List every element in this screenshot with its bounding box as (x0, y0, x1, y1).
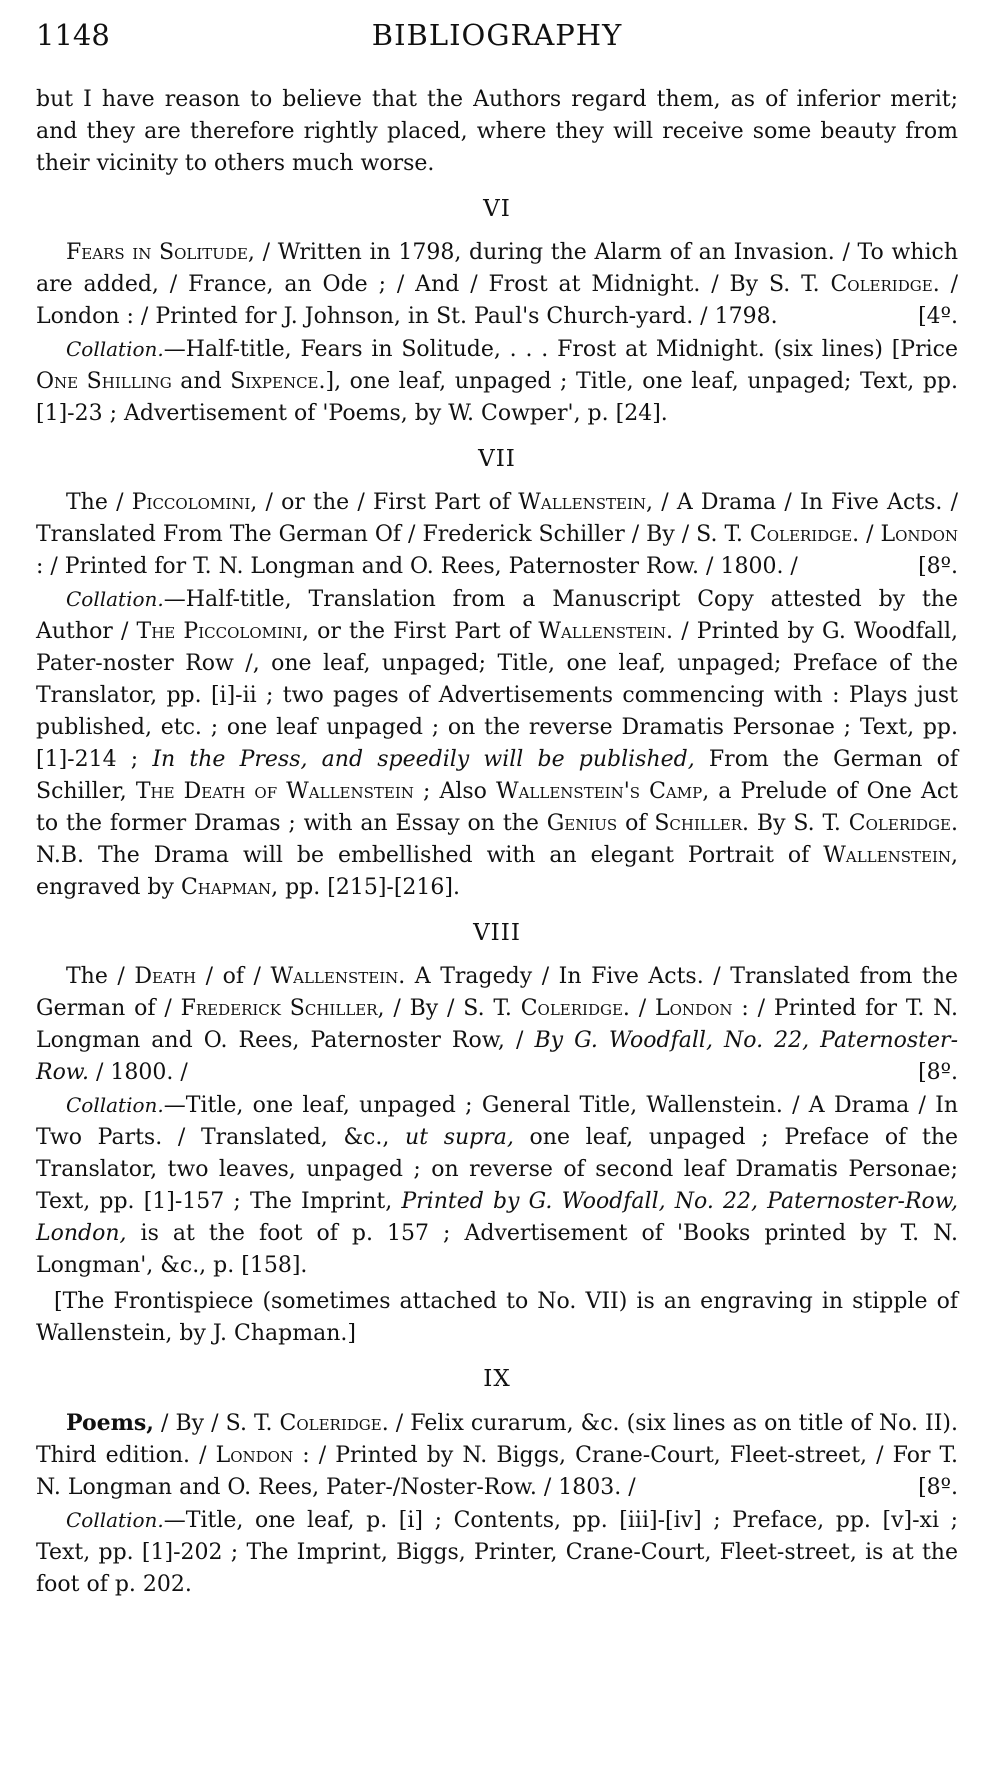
collation-part: In the Press, and speedily will be published, (152, 747, 695, 772)
entry-viii-title-part: The / (66, 964, 135, 989)
entry-ix-title-part: / By / S. T. (153, 1411, 280, 1436)
entry-ix-title-part: : / Printed by N. Biggs, Crane-Court, Fleet-street, / For T. N. Longman and O. Rees, Pater-/Noster-Row. / 1803. / (36, 1443, 958, 1500)
collation-part: a Prelude of One Act to the former Dramas ; with an Essay on the (36, 779, 958, 836)
entry-vii-author: Coleridge. (749, 522, 860, 547)
collation-part: engraved by (36, 875, 181, 900)
entry-viii-author: Coleridge. (520, 996, 630, 1021)
collation-label: Collation. (66, 1093, 164, 1117)
collation-part: —Half-title, Fears in Solitude, . . . Frost at Midnight. (six lines) [Price (163, 337, 958, 362)
section-heading-vi: VI (483, 196, 511, 222)
entry-vii-title-part: Piccolomini, (131, 490, 258, 515)
collation-part: The Piccolomini, (136, 619, 309, 644)
entry-viii-title-part: A Tragedy / In Five Acts. / Translated from the German of / (36, 964, 959, 1021)
entry-ix-format: [8º. (918, 1475, 958, 1500)
section-heading-vii: VII (478, 446, 516, 472)
entry-viii-title-part: / By / S. T. (384, 996, 521, 1021)
collation-part: The Death of Wallenstein (135, 779, 414, 804)
entry-viii-format: [8º. (918, 1060, 958, 1085)
entry-vii-title-part: London (880, 522, 958, 547)
entry-viii-title-part: : / Printed for T. N. Longman and O. Rees, Paternoster Row, / (36, 996, 958, 1053)
collation-part: Genius (546, 811, 618, 836)
entry-viii-title-part: Frederick Schiller, (180, 996, 385, 1021)
entry-ix-title-part: Poems, (66, 1410, 154, 1436)
entry-viii-title-part: By G. Woodfall, No. 22, Paternoster-Row. (36, 1028, 958, 1085)
entry-vii-format: [8º. (918, 554, 958, 579)
collation-part: Sixpence. (230, 369, 326, 394)
body-text (36, 84, 958, 1601)
entry-viii-title-part: / of / (196, 964, 271, 989)
running-head (36, 18, 958, 58)
collation-part: / Printed by G. Woodfall, Pater-noster Row /, one leaf, unpaged; Title, one leaf, unpaged; Preface of the Translator, pp. [i]-ii ; two pages of Advertisements commencing with : Plays just published, etc. ; one leaf unpaged ; on the reverse Dramatis Personae ; Text, pp. [1]-214 ; (36, 619, 959, 772)
collation-label: Collation. (66, 1508, 164, 1532)
entry-vi-title (36, 237, 958, 333)
page-number: 1148 (36, 18, 110, 52)
collation-part: ut supra, (405, 1125, 514, 1150)
running-title: BIBLIOGRAPHY (371, 18, 623, 52)
entry-vi-title-part: / Written in 1798, during the Alarm of an Invasion. / To which are added, / France, an Ode ; / And / Frost at Midnight. / By S. T. (36, 240, 958, 297)
collation-label: Collation. (66, 587, 164, 611)
collation-part: pp. [215]-[216]. (278, 875, 460, 900)
entry-vi-format: [4º. (918, 304, 958, 329)
entry-viii-title-part: London (655, 996, 733, 1021)
collation-part: Printed by G. Woodfall, No. 22, Paternoster-Row, London, (36, 1189, 958, 1246)
entry-vii-collation (36, 583, 958, 904)
collation-part: By S. T. (749, 811, 849, 836)
entry-vi-collation (36, 333, 958, 430)
entry-ix-collation (36, 1504, 958, 1601)
section-heading-ix: IX (483, 1366, 511, 1392)
collation-part: Wallenstein's Camp, (495, 779, 710, 804)
entry-viii-title-part: / (629, 996, 656, 1021)
entry-vii-title-part: Wallenstein, (518, 490, 653, 515)
collation-part: Wallenstein. (538, 619, 674, 644)
section-heading-viii: VIII (473, 920, 521, 946)
collation-part: Schiller. (654, 811, 750, 836)
collation-part: From the German of Schiller, (36, 747, 958, 804)
continuation-paragraph: but I have reason to believe that the Authors regard them, as of inferior merit; and they are therefore rightly placed, where they will receive some beauty from their vicinity to others much worse. (36, 87, 958, 176)
entry-vi-title-part: / London : / Printed for J. Johnson, in St. Paul's Church-yard. / 1798. (36, 272, 958, 329)
collation-part: —Half-title, Translation from a Manuscript Copy attested by the Author / (36, 587, 958, 644)
collation-part: —Title, one leaf, p. [i] ; Contents, pp. [iii]-[iv] ; Preface, pp. [v]-xi ; Text, pp. [1]-202 ; The Imprint, Biggs, Printer, Crane-Court, Fleet-street, is at the foot of p. 202. (36, 1508, 958, 1597)
collation-part: one leaf, unpaged ; Preface of the Translator, two leaves, unpaged ; on reverse of second leaf Dramatis Personae; Text, pp. [1]-157 ; The Imprint, (36, 1125, 959, 1214)
entry-ix-title (36, 1407, 958, 1504)
entry-vii-title-part: : / Printed for T. N. Longman and O. Rees, Paternoster Row. / 1800. / (36, 554, 798, 579)
entry-ix-title-part: / Felix curarum, &c. (six lines as on title of No. II). Third edition. / (36, 1411, 959, 1468)
collation-part: ], one leaf, unpaged ; Title, one leaf, unpaged; Text, pp. [1]-23 ; Advertisement of 'Poems, by W. Cowper', p. [24]. (36, 369, 958, 426)
entry-viii-title (36, 961, 958, 1089)
entry-vii-title-part: / A Drama / In Five Acts. / Translated From The German Of / Frederick Schiller / By / S. T. (36, 490, 959, 547)
collation-part: ; Also (413, 779, 496, 804)
entry-viii-title-part: Wallenstein. (270, 964, 406, 989)
collation-part: Chapman, (180, 875, 279, 900)
collation-part: is at the foot of p. 157 ; Advertisement of 'Books printed by T. N. Longman', &c., p. [158]. (36, 1221, 958, 1278)
collation-part: Coleridge. (848, 811, 958, 836)
collation-part: Wallenstein, (823, 843, 958, 868)
collation-part: or the First Part of (308, 619, 539, 644)
entry-viii-title-part: / 1800. / (89, 1060, 188, 1085)
entry-viii-title-part: Death (134, 964, 197, 989)
collation-part: One Shilling (36, 369, 172, 394)
entry-vii-title-part: The / (66, 490, 132, 515)
collation-part: —Title, one leaf, unpaged ; General Title, Wallenstein. / A Drama / In Two Parts. / Translated, &c., (36, 1093, 958, 1150)
entry-vii-title-part: / or the / First Part of (257, 490, 519, 515)
collation-part: of (617, 811, 655, 836)
collation-label: Collation. (66, 337, 164, 361)
entry-ix-title-part: London (215, 1443, 294, 1468)
collation-part: N.B. The Drama will be embellished with an elegant Portrait of (36, 843, 824, 868)
collation-part: and (171, 369, 231, 394)
entry-viii-note: [The Frontispiece (sometimes attached to No. VII) is an engraving in stipple of Wallenstein, by J. Chapman.] (36, 1289, 958, 1346)
entry-vi-author: Coleridge. (830, 272, 940, 297)
entry-vii-title (36, 487, 958, 583)
entry-viii-collation (36, 1089, 958, 1282)
entry-vii-title-part: / (859, 522, 881, 547)
entry-vi-title-part: Fears in Solitude, (66, 240, 255, 265)
entry-ix-author: Coleridge. (279, 1411, 389, 1436)
